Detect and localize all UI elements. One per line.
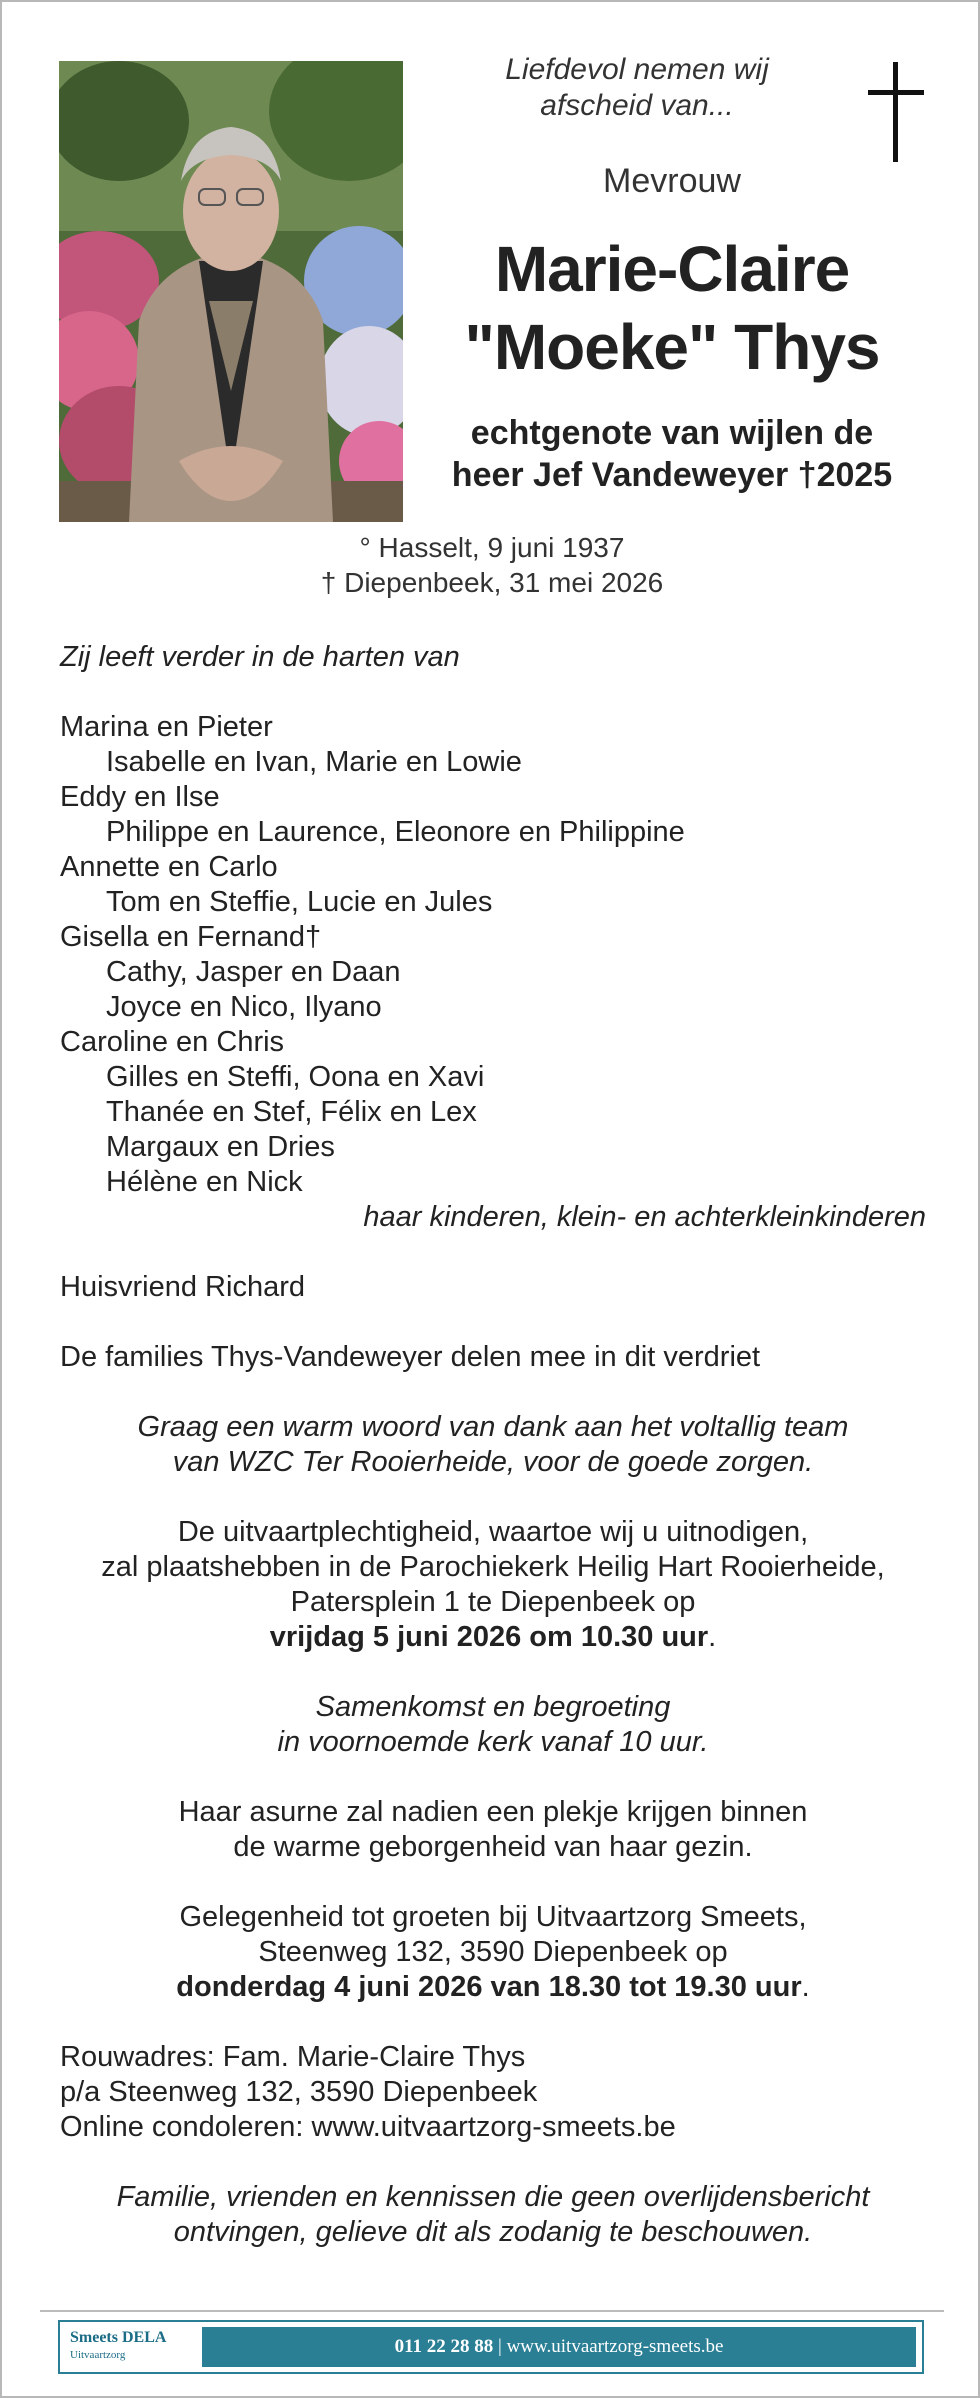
address-line: Rouwadres: Fam. Marie-Claire Thys [60,2041,526,2073]
gathering-line: Samenkomst en begroeting [315,1691,671,1723]
contact-separator: | [493,2336,507,2357]
notice-line: Familie, vrienden en kennissen die geen overlijdensbericht [116,2181,870,2213]
family-member-grandchild: Philippe en Laurence, Eleonore en Philippine [106,816,685,848]
brand-subtitle: Uitvaartzorg [70,2349,126,2361]
visit-line: Gelegenheid tot groeten bij Uitvaartzorg Smeets, [179,1901,807,1933]
family-member-child: Annette en Carlo [60,851,278,883]
ashes-text [60,1795,926,1865]
family-member-grandchild: Cathy, Jasper en Daan [106,956,401,988]
family-member-grandchild: Thanée en Stef, Félix en Lex [106,1096,477,1128]
family-member-child: Eddy en Ilse [60,781,220,813]
obituary-body [60,640,926,2250]
visit-info [60,1900,926,2005]
life-dates [2,530,980,600]
footer-divider [40,2310,944,2312]
intro-line: Liefdevol nemen wij [505,53,769,86]
phone-number[interactable]: 011 22 28 88 [394,2336,494,2357]
address-line: p/a Steenweg 132, 3590 Diepenbeek [60,2076,538,2108]
visit-date-suffix: . [801,1971,810,2003]
intro-line: afscheid van... [540,89,734,122]
website-link[interactable]: www.uitvaartzorg-smeets.be [506,2336,724,2357]
gathering-line: in voornoemde kerk vanaf 10 uur. [277,1726,709,1758]
thanks-line: van WZC Ter Rooierheide, voor de goede zorgen. [172,1446,814,1478]
footer-banner [58,2320,924,2374]
family-member-child: Marina en Pieter [60,711,273,743]
name-line: "Moeke" Thys [464,311,880,383]
funeral-date: vrijdag 5 juni 2026 om 10.30 uur [269,1621,709,1653]
visit-date-line [60,1970,926,2005]
name-line: Marie-Claire [494,233,850,305]
honorific: Mevrouw [603,162,741,200]
portrait-photo [59,61,403,522]
family-member-grandchild: Tom en Steffie, Lucie en Jules [106,886,493,918]
ashes-line: Haar asurne zal nadien een plekje krijgen binnen [178,1796,808,1828]
death-date: † Diepenbeek, 31 mei 2026 [320,567,664,598]
visit-line: Steenweg 132, 3590 Diepenbeek op [258,1936,728,1968]
family-member-child: Caroline en Chris [60,1026,285,1058]
thanks-text [60,1410,926,1480]
portrait-image [59,61,403,522]
family-member-grandchild: Margaux en Dries [106,1131,335,1163]
friend-text: Huisvriend Richard [60,1271,305,1303]
funeral-line: Patersplein 1 te Diepenbeek op [290,1586,696,1618]
funeral-line: De uitvaartplechtigheid, waartoe wij u uitnodigen, [177,1516,809,1548]
visit-date: donderdag 4 juni 2026 van 18.30 tot 19.30 uur [176,1971,802,2003]
spouse-info [422,412,922,496]
funeral-info [60,1515,926,1655]
lives-on-text: Zij leeft verder in de harten van [60,641,460,673]
address-block [60,2040,926,2145]
notice-line: ontvingen, gelieve dit als zodanig te beschouwen. [173,2216,813,2248]
family-member-child: Gisella en Fernand† [60,921,322,953]
ashes-line: de warme geborgenheid van haar gezin. [233,1831,753,1863]
intro-text [492,52,782,124]
condolence-link[interactable]: Online condoleren: www.uitvaartzorg-smeets.be [60,2111,676,2143]
deceased-name [432,230,912,386]
cross-icon [864,62,928,162]
funeral-line: zal plaatshebben in de Parochiekerk Heilig Hart Rooierheide, [101,1551,885,1583]
family-member-grandchild: Gilles en Steffi, Oona en Xavi [106,1061,485,1093]
contact-bar [202,2327,916,2367]
thanks-line: Graag een warm woord van dank aan het voltallig team [137,1411,849,1443]
family-list [60,710,926,1200]
brand-name: Smeets DELA [70,2329,167,2346]
family-member-grandchild: Joyce en Nico, Ilyano [106,991,382,1023]
spouse-line: echtgenote van wijlen de [470,414,874,452]
families-text: De families Thys-Vandeweyer delen mee in dit verdriet [60,1341,761,1373]
funeral-date-suffix: . [708,1621,717,1653]
gathering-text [60,1690,926,1760]
family-caption: haar kinderen, klein- en achterkleinkinderen [363,1201,926,1233]
spouse-line: heer Jef Vandeweyer †2025 [451,456,893,494]
family-member-grandchild: Hélène en Nick [106,1166,303,1198]
birth-date: ° Hasselt, 9 juni 1937 [359,532,625,563]
family-member-grandchild: Isabelle en Ivan, Marie en Lowie [106,746,522,778]
funeral-date-line [60,1620,926,1655]
notice-text [60,2180,926,2250]
